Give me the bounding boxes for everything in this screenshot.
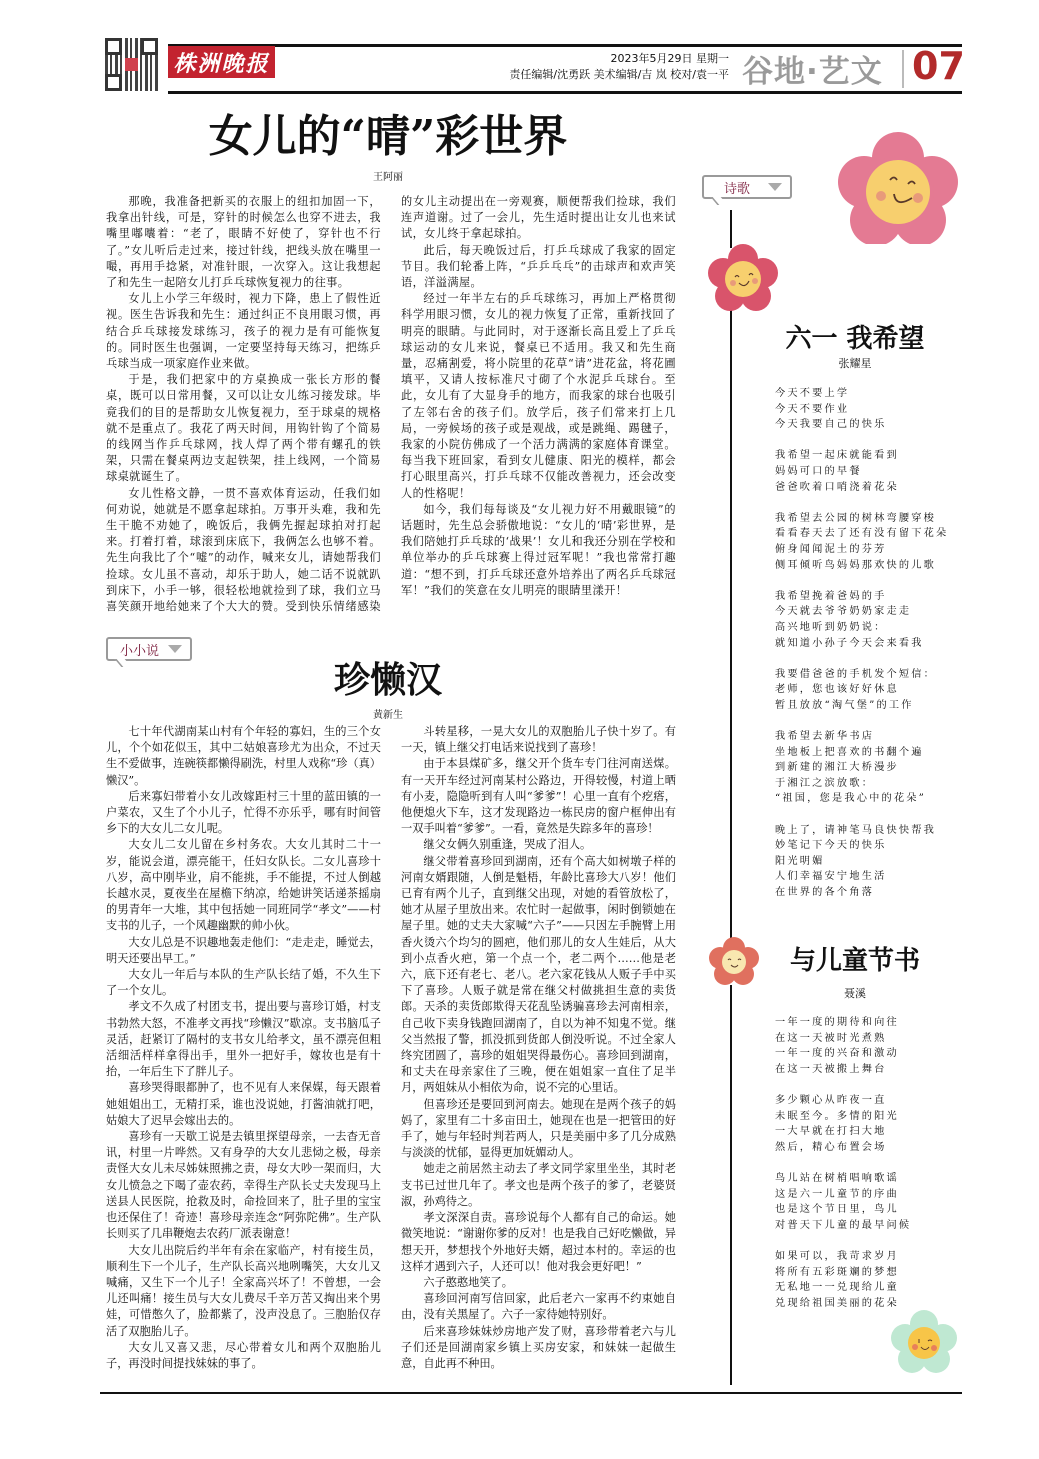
- poem-line: 然后，精心布置会场: [775, 1141, 887, 1153]
- poem-line: 一大早就在打扫大地: [775, 1126, 887, 1138]
- poem-line: 妙笔记下今天的快乐: [775, 840, 887, 852]
- poem-line: 暂且放放“淘气堡”的工作: [775, 699, 914, 711]
- column-line: [730, 310, 732, 942]
- article-title: 女儿的“晴”彩世界: [208, 111, 568, 162]
- article-author: 王阿丽: [373, 172, 403, 183]
- tag-label: 诗歌: [724, 181, 751, 197]
- flower-smiley-icon: [832, 132, 964, 244]
- stanza-gap: [775, 573, 948, 589]
- newspaper-logo: 株洲晚报: [168, 46, 275, 78]
- paragraph: 后来寡妇带着小女儿改嫁距村三十里的蓝田镇的一户菜农，又生了个小儿子，忙得不亦乐乎，哪有时间管乡下的大女儿二女儿呢。: [106, 789, 381, 836]
- poem-line: 爸爸吹着口哨浇着花朵: [775, 481, 899, 493]
- stanza-gap: [775, 495, 948, 511]
- issue-date: 2023年5月29日 星期一: [610, 52, 729, 65]
- poem-line: 坐地板上把喜欢的书翻个遍: [775, 746, 924, 758]
- poem-line: 一年一度的期待和向往: [775, 1017, 899, 1028]
- poem-line: 如果可以，我苛求岁月: [775, 1250, 899, 1262]
- poem-author: 张耀星: [838, 357, 872, 370]
- qr-corner: [141, 38, 158, 55]
- poem-author: 聂溪: [844, 987, 866, 1000]
- speech-tail: [711, 197, 728, 205]
- paragraph: 于是，我们把家中的方桌换成一张长方形的餐桌，既可以日常用餐，又可以让女儿练习接发球。毕竟我们的目的是帮助女儿恢复视力，至于球桌的规格就不是重点了。我花了两天时间，用钩针钩了个简易的线网当作乒乓球网，找人焊了两个带有螺孔的铁架，只需在餐桌两边支起铁架，挂上线网，一个简易球桌就诞生了。: [106, 373, 381, 484]
- stanza-gap: [775, 1233, 911, 1249]
- poem-line: 多少颗心从昨夜一直: [775, 1094, 887, 1106]
- stanza-gap: [775, 713, 948, 729]
- poem-line: 未眠至今。多情的阳光: [775, 1110, 899, 1122]
- flower-smiley-icon: [706, 936, 762, 988]
- article-author: 黄新生: [373, 710, 403, 721]
- poem-line: 将所有五彩斑斓的梦想: [775, 1266, 899, 1278]
- poem-line: “祖国，您是我心中的花朵”: [775, 793, 927, 805]
- tag-label: 小小说: [120, 643, 160, 659]
- poem-line: 我要借爸爸的手机发个短信：: [775, 668, 937, 680]
- poem-line: 对普天下儿童的最早问候: [775, 1219, 912, 1231]
- paragraph: 此后，每天晚饭过后，打乒乓球成了我家的固定节目。我们轮番上阵，“乒乒乓乓”的击球声和欢声笑语，洋溢满屋。: [401, 243, 676, 290]
- paragraph: 但喜珍还是要回到河南去。她现在是两个孩子的妈妈了，家里有二十多亩田土，她现在也是一把管田的好手了，她与年轻时判若两人，只是美丽中多了几分成熟与淡淡的忧郁，显得更加妩媚动人。: [401, 1097, 676, 1160]
- poem-line: 我希望去新华书店: [775, 731, 875, 743]
- qr-corner: [105, 74, 122, 91]
- paragraph: 女儿上小学三年级时，视力下降，患上了假性近视。医生告诉我和先生：通过纠正不良用眼习惯，再结合乒乓球接发球练习，孩子的视力是有可能恢复的。同时医生也强调，一定要坚持每天练习，把练乒乓球当成一项家庭作业来做。: [106, 292, 381, 371]
- paragraph: 经过一年半左右的乒乓球练习，再加上严格贯彻科学用眼习惯，女儿的视力恢复了正常，重新找回了明亮的眼睛。与此同时，对于逐渐长高且爱上了乒乓球运动的女儿来说，餐桌已不适用。我又和先生商量，忍痛割爱，将小院里的花草“请”进花盆，将花圃填平，又请人按标准尺寸砌了个水泥乒乓球台。至此，女儿有了大显身手的地方，而我家的球台也吸引了左邻右舍的孩子们。放学后，孩子们常来打上几局，一旁候场的孩子或是观战，或是跳绳、踢毽子，我家的小院仿佛成了一个活力满满的家庭体育课堂。每当我下班回家，看到女儿健康、阳光的模样，都会打心眼里高兴，打乒乓球不仅能改善视力，还会改变人的性格呢！: [401, 292, 676, 500]
- paragraph: 六子憨憨地笑了。: [423, 1275, 513, 1289]
- poem-line: 我希望挽着爸妈的手: [775, 590, 887, 602]
- stanza-gap: [775, 433, 948, 449]
- footer-rule: [100, 1392, 962, 1394]
- article-body: [106, 194, 676, 624]
- paragraph: 那晚，我准备把新买的衣服上的纽扣加固一下，我拿出针线，可是，穿针的时候怎么也穿不进去，我嘴里嘟囔着：“老了，眼睛不好使了，穿针也不行了。”女儿听后走过来，接过针线，把线头放在嘴里一嘬，再用手捻紧，对准针眼，一次穿入。这让我想起了和先生一起陪女儿打乒乓球恢复视力的往事。: [106, 195, 381, 290]
- section-tag-poetry: [702, 175, 792, 199]
- paragraph: 大女儿二女儿留在乡村务农。大女儿其时二十一岁，能说会道，漂亮能干，任妇女队长。二女儿喜珍十八岁，高中刚毕业，肩不能挑，手不能提，不过人倒越长越水灵，夏夜坐在屋檐下纳凉，给她讲笑话递茶摇扇的男青年一大堆，其中包括她一同班同学“孝文”——村支书的儿子，一个风趣幽默的帅小伙。: [106, 838, 381, 933]
- paragraph: 孝文深深自责。喜珍说每个人都有自己的命运。她微笑地说：“谢谢你爹的反对！也是我自己好吃懒做，异想天开，梦想找个外地好夫婿，超过本村的。幸运的也这样才遇到六子，人还可以！他对我会更好吧！”: [401, 1211, 676, 1273]
- editor-credits: 责任编辑/沈勇跃 美术编辑/吉 岚 校对/袁一平: [509, 68, 729, 81]
- paragraph: 喜珍哭得眼都肿了，也不见有人来保媒，每天跟着她姐姐出工，无精打采，谁也没说她，打酱油就打吧，姑娘大了迟早会嫁出去的。: [106, 1081, 381, 1127]
- poem-line: 今天不要作业: [775, 403, 850, 415]
- poem-line: 也是这个节日里，鸟儿: [775, 1204, 899, 1216]
- paragraph: 大女儿又喜又悲，尽心带着女儿和两个双胞胎儿子，再没时间提找妹妹的事了。: [106, 1340, 381, 1370]
- page-number: 07: [912, 44, 965, 88]
- paragraph: 大女儿一年后与本队的生产队长结了婚，不久生下了一个女儿。: [106, 968, 381, 998]
- poem-line: 这是六一儿童节的序曲: [775, 1188, 899, 1200]
- poem-line: 在这一天被搬上舞台: [775, 1063, 887, 1075]
- poem-line: 今天就去爷爷奶奶家走走: [775, 606, 912, 618]
- poem-line: 今天不要上学: [775, 388, 850, 399]
- paragraph: 继父带着喜珍回到湖南，还有个高大如树墩子样的河南女婿跟随，人倒是魁梧，年龄比喜珍大八岁！他们已育有两个儿子，直到继父出现，对她的看管放松了，她才从屋子里放出来。农忙时一起做事，闲时倒锁她在屋子里。她的丈夫大家喊“六子”——只因左手腕臂上用香火烫六个均匀的圆疤，他们那儿的女人生娃后，从大到小点香火疤，第一个点一个，老二两个……他是老六，底下还有老七、老八。老六家花钱从人贩子手中买下了喜珍。人贩子就是常在继父村做挑担生意的卖货郎。天杀的卖货郎欺得天花乱坠诱骗喜珍去河南相亲，自己收下卖身钱跑回湖南了，自以为神不知鬼不觉。继父当然报了警，抓没抓到货郎人倒没听说。不过全家人终究团圆了，喜珍的姐姐哭得最伤心。喜珍回到湖南，和丈夫在母亲家住了三晚，便在姐姐家一直住了足半月，两姐妹从小相依为命，说不完的心里话。: [401, 854, 676, 1095]
- poem-line: 无私地一一兑现给儿童: [775, 1282, 899, 1294]
- stanza-gap: [775, 651, 948, 667]
- paragraph: 后来喜珍妹妹炒房地产发了财，喜珍带着老六与儿子们还是回湖南家乡镇上买房安家，和妹妹一起做生意，自此再不种田。: [401, 1324, 676, 1370]
- section-name: 谷地·艺文: [742, 54, 883, 90]
- poem-line: 阳光明媚: [775, 855, 825, 867]
- triangle-icon: [768, 183, 782, 191]
- qr-code: [105, 38, 158, 91]
- poem-line: 就知道小孙子今天会来看我: [775, 637, 924, 649]
- qr-logo: [125, 58, 138, 71]
- poem-line: 兑现给祖国美丽的花朵: [775, 1297, 899, 1309]
- poem-line: 于湘江之滨放歌：: [775, 777, 875, 789]
- paragraph: 如今，我们每每谈及“女儿视力好不用戴眼镜”的话题时，先生总会骄傲地说：“女儿的‘晴’彩世界，是我们陪她打乒乓球的‘战果’！女儿和我还分别在学校和单位举办的乒乓球赛上得过冠军呢！”我也常常打趣道：“想不到，打乒乓球还意外培养出了两名乒乓球冠军！”我们的笑意在女儿明亮的眼睛里漾开！: [401, 502, 676, 597]
- triangle-icon: [168, 645, 182, 653]
- poem-title: 与儿童节书: [789, 946, 920, 976]
- paragraph: 继父女俩久别重逢，哭成了泪人。: [423, 838, 592, 852]
- stanza-gap: [775, 1077, 911, 1093]
- poem-line: 晚上了，请神笔马良快快帮我: [775, 824, 937, 836]
- speech-tail: [115, 659, 132, 667]
- paragraph: 喜珍回河南写信回家，此后老六一家再不约束她自由，没有关黑屋了。六子一家待她特别好。: [401, 1292, 676, 1322]
- poem-line: 看看春天去了还有没有留下花朵: [775, 528, 949, 540]
- poem-line: 高兴地听到奶奶说：: [775, 621, 887, 633]
- poem-body: [775, 1015, 911, 1311]
- paragraph: 她走之前居然主动去了孝文同学家里坐坐，其时老支书已过世几年了。孝文也是两个孩子的爹了，老婆贤淑，孙鸡待之。: [401, 1162, 676, 1208]
- poem-line: 老师，您也该好好休息: [775, 684, 899, 696]
- poem-line: 侧耳倾听鸟妈妈那欢快的儿歌: [775, 559, 937, 571]
- paragraph: 斗转星移，一晃大女儿的双胞胎儿子快十岁了。有一天，镇上继父打电话来说找到了喜珍！: [401, 725, 676, 755]
- poem-line: 人们幸福安宁地生活: [775, 871, 887, 883]
- poem-line: 今天我要自己的快乐: [775, 419, 887, 431]
- flower-smiley-icon: [888, 1308, 960, 1378]
- stanza-gap: [775, 1155, 911, 1171]
- paragraph: 喜珍有一天歇工说是去镇里探望母亲，一去杳无音讯，村里一片哗然。又有身孕的大女儿悲恸之极，母亲责怪大女儿未尽姊妹照拂之责，母女大吵一架而归，大女儿愤急之下喝了壶农药，幸得生产队长丈夫发现马上送县人民医院，抢救及时，命捡回来了，肚子里的宝宝也还保住了！奇迹！喜珍母亲连念“阿弥陀佛”。生产队长则买了几串鞭炮去农药厂派表谢意！: [106, 1130, 381, 1241]
- poem-line: 我希望去公园的树林弯腰穿梭: [775, 512, 937, 524]
- article-title: 珍懒汉: [333, 659, 442, 701]
- section-tag-short-story: [106, 637, 192, 661]
- paragraph: 女儿性格文静，一贯不喜欢体育运动，任我们如何劝说，她就是不愿拿起球拍。万事开头难，我和先生干脆不劝她了，晚饭后，我俩先握起球拍对打起来。打着打着，球滚到床底下，我俩怎么也够不着。先生向我比了个“嘘”的动作，喊来女儿，请她帮我们捡球。女儿虽不喜动，却乐于助人，她二话不说就趴到床下，小手一够，很轻松地就捡到了球，我们立马喜笑颜开地给她来了个大大的赞。受到快乐情绪感染的女儿主动提出在一旁观赛，顺便帮我们捡球，我们连声道谢。过了一会儿，先生适时提出让女儿也来试试，女儿终于拿起球拍。: [106, 195, 676, 614]
- poem-line: 鸟儿站在树梢唱响歌谣: [775, 1172, 899, 1184]
- poem-line: 在这一天被时光煮熟: [775, 1032, 887, 1044]
- paragraph: 孝文不久成了村团支书，提出要与喜珍订婚，村支书勃然大怒，不准孝文再找“珍懒汉”歇凉。支书脑瓜子灵活，赶紧订了隔村的支书女儿给孝文，虽不漂亮但粗活细活样样拿得出手，里外一把好手，嫁妆也是有十抬，一年后生下了胖儿子。: [106, 1000, 381, 1079]
- column-line: [730, 985, 732, 1385]
- poem-line: 在世界的各个角落: [775, 887, 875, 898]
- poem-line: 一年一度的兴奋和激动: [775, 1048, 899, 1060]
- article-body: [106, 724, 676, 1388]
- poem-title: 六一 我希望: [785, 324, 925, 354]
- divider: [902, 50, 904, 88]
- poem-line: 俯身闻闻泥土的芬芳: [775, 543, 887, 555]
- flower-smiley-icon: [705, 242, 781, 316]
- paragraph: 大女儿总是不识趣地轰走他们：“走走走，睡觉去，明天还要出早工。”: [106, 935, 381, 965]
- paragraph: 七十年代湖南某山村有个年轻的寡妇，生的三个女儿，个个如花似玉，其中二姑娘喜珍尤为出众，不过天生不爱做事，连碗筷都懒得刷洗，村里人戏称“珍（真）懒汉”。: [106, 725, 381, 787]
- qr-corner: [105, 38, 122, 55]
- poem-line: 我希望一起床就能看到: [775, 450, 899, 462]
- paragraph: 大女儿出院后约半年有余在家临产，村有接生员，顺利生下一个儿子，生产队长高兴地咧嘴笑，大女儿又喊痛，又生下一个儿子！全家高兴坏了！不曾想，一会儿还叫痛！接生员与大女儿费尽千辛万苦又掏出来个男娃，可惜憋久了，脸都紫了，没声没息了。三胞胎仅存活了双胞胎儿子。: [106, 1243, 381, 1338]
- poem-line: 到新建的湘江大桥漫步: [775, 762, 899, 774]
- header-bottom-rule: [168, 91, 962, 94]
- paragraph: 由于本县煤矿多，继父开个货车专门往河南送煤。有一天开车经过河南某村公路边，开得较慢，村道上晒有小麦，隐隐听到有人叫“爹爹”！心里一直有个疙瘩，他便熄火下车，这才发现路边一栋民房的窗户框伸出有一双手叫着“爹爹”。一看，竟然是失踪多年的喜珍！: [401, 757, 676, 836]
- poem-body: [775, 386, 948, 901]
- poem-line: 妈妈可口的早餐: [775, 465, 862, 477]
- stanza-gap: [775, 807, 948, 823]
